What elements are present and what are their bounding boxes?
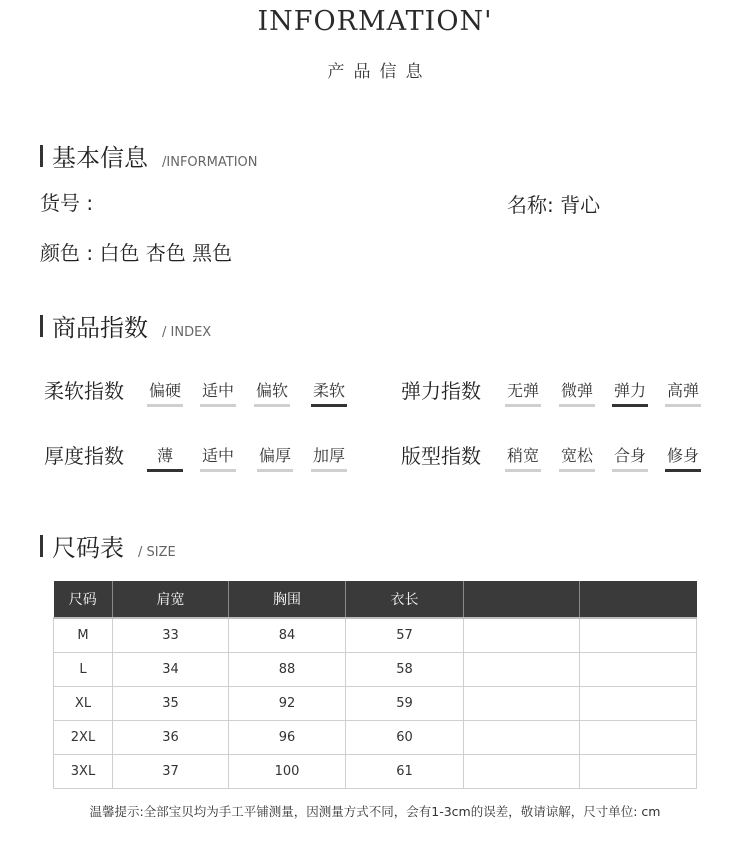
table-row bbox=[54, 721, 697, 755]
column-header: 肩宽 bbox=[113, 581, 229, 618]
index-option-selected: 弹力 bbox=[612, 378, 648, 407]
index-option: 适中 bbox=[200, 378, 236, 407]
section-basic-title: 基本信息 bbox=[52, 144, 148, 172]
item-number: 货号 : bbox=[40, 191, 94, 215]
table-row bbox=[54, 687, 697, 721]
table-cell bbox=[464, 618, 580, 653]
table-cell: 36 bbox=[113, 721, 229, 755]
table-cell bbox=[580, 755, 697, 789]
table-cell: 59 bbox=[346, 687, 464, 721]
index-option: 微弹 bbox=[559, 378, 595, 407]
section-marker bbox=[40, 315, 43, 337]
table-cell: 84 bbox=[229, 618, 346, 653]
section-size-subtitle: / SIZE bbox=[138, 545, 176, 560]
section-basic-header bbox=[40, 138, 258, 173]
index-label-elasticity: 弹力指数 bbox=[401, 379, 481, 403]
table-cell: L bbox=[54, 653, 113, 687]
section-marker bbox=[40, 145, 43, 167]
column-header: 尺码 bbox=[54, 581, 113, 618]
index-option: 偏硬 bbox=[147, 378, 183, 407]
table-cell: 3XL bbox=[54, 755, 113, 789]
product-colors: 颜色 : 白色 杏色 黑色 bbox=[40, 241, 233, 265]
table-header-row bbox=[54, 581, 697, 618]
table-cell bbox=[580, 721, 697, 755]
index-option: 合身 bbox=[612, 443, 648, 472]
table-cell bbox=[464, 755, 580, 789]
page-subtitle: 产品信息 bbox=[327, 62, 432, 82]
index-option-selected: 薄 bbox=[147, 443, 183, 472]
table-cell: 35 bbox=[113, 687, 229, 721]
measurement-note: 温馨提示:全部宝贝均为手工平铺测量，因测量方式不同，会有1-3cm的误差，敬请谅解，尺寸单位: cm bbox=[89, 804, 661, 819]
table-cell: 57 bbox=[346, 618, 464, 653]
table-cell: 88 bbox=[229, 653, 346, 687]
index-option: 适中 bbox=[200, 443, 236, 472]
section-size-title: 尺码表 bbox=[52, 534, 124, 562]
table-cell bbox=[580, 687, 697, 721]
section-index-subtitle: / INDEX bbox=[162, 325, 212, 340]
table-cell: XL bbox=[54, 687, 113, 721]
table-cell: 60 bbox=[346, 721, 464, 755]
index-label-fit: 版型指数 bbox=[401, 444, 481, 468]
product-name: 名称: 背心 bbox=[507, 193, 601, 217]
table-cell bbox=[464, 653, 580, 687]
section-size-header bbox=[40, 528, 176, 563]
table-cell: 58 bbox=[346, 653, 464, 687]
section-marker bbox=[40, 535, 43, 557]
table-cell bbox=[580, 653, 697, 687]
size-table bbox=[53, 581, 697, 789]
section-index-title: 商品指数 bbox=[52, 314, 148, 342]
table-cell: 61 bbox=[346, 755, 464, 789]
table-cell: 100 bbox=[229, 755, 346, 789]
column-header: 胸围 bbox=[229, 581, 346, 618]
section-index-header bbox=[40, 308, 211, 343]
table-cell: 37 bbox=[113, 755, 229, 789]
index-option: 加厚 bbox=[311, 443, 347, 472]
column-header: 衣长 bbox=[346, 581, 464, 618]
table-cell: M bbox=[54, 618, 113, 653]
table-cell: 33 bbox=[113, 618, 229, 653]
table-cell: 2XL bbox=[54, 721, 113, 755]
section-basic-subtitle: /INFORMATION bbox=[162, 155, 258, 170]
index-label-thickness: 厚度指数 bbox=[44, 444, 124, 468]
table-cell bbox=[580, 618, 697, 653]
table-cell bbox=[464, 721, 580, 755]
index-option-selected: 柔软 bbox=[311, 378, 347, 407]
index-option: 无弹 bbox=[505, 378, 541, 407]
table-cell: 92 bbox=[229, 687, 346, 721]
table-cell: 96 bbox=[229, 721, 346, 755]
index-option: 高弹 bbox=[665, 378, 701, 407]
index-option: 偏厚 bbox=[257, 443, 293, 472]
index-option: 稍宽 bbox=[505, 443, 541, 472]
table-row bbox=[54, 618, 697, 653]
index-label-softness: 柔软指数 bbox=[44, 379, 124, 403]
column-header bbox=[580, 581, 697, 618]
index-option-selected: 修身 bbox=[665, 443, 701, 472]
table-row bbox=[54, 653, 697, 687]
page-title: INFORMATION' bbox=[257, 6, 493, 37]
table-row bbox=[54, 755, 697, 789]
index-option: 偏软 bbox=[254, 378, 290, 407]
table-cell: 34 bbox=[113, 653, 229, 687]
index-option: 宽松 bbox=[559, 443, 595, 472]
column-header bbox=[464, 581, 580, 618]
table-cell bbox=[464, 687, 580, 721]
